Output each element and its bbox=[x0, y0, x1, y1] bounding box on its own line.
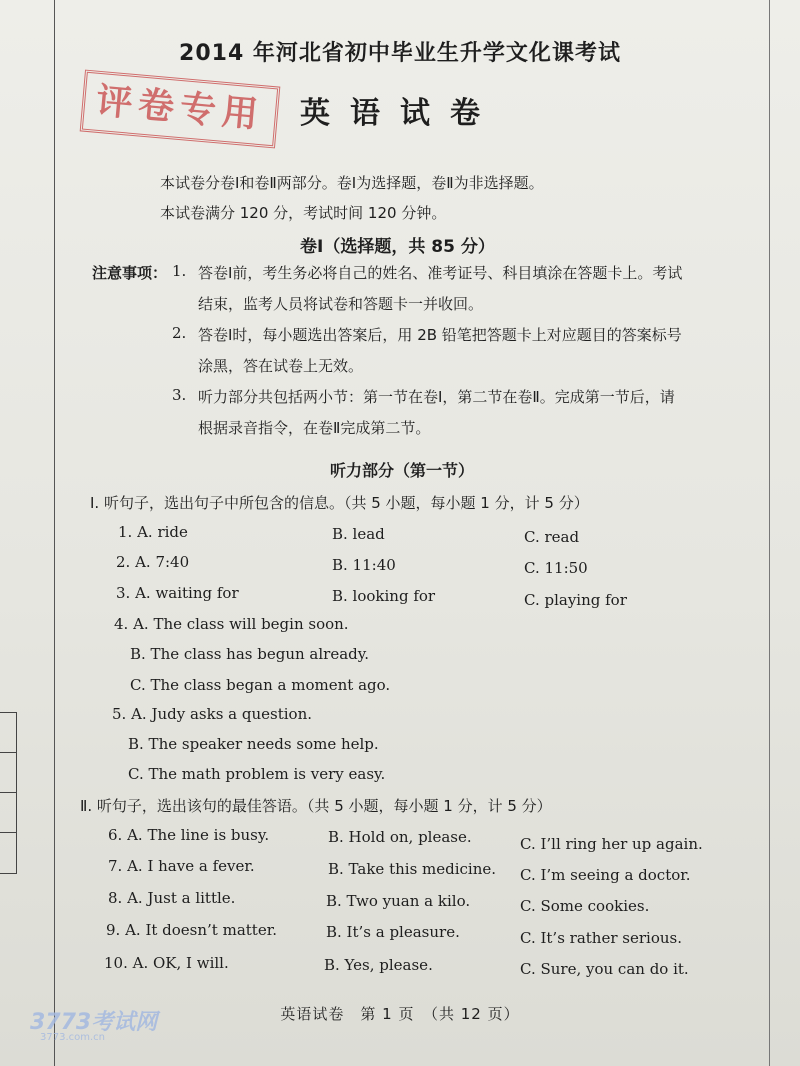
left-margin-rule bbox=[54, 0, 55, 1066]
q1-option-b: B. lead bbox=[332, 525, 385, 543]
site-watermark-logo: 3773考试网 bbox=[30, 1010, 158, 1035]
listening-title: 听力部分（第一节） bbox=[330, 461, 475, 480]
q5-option-a: 5. A. Judy asks a question. bbox=[112, 705, 312, 723]
q2-option-a: 2. A. 7:40 bbox=[116, 553, 190, 571]
note-1-line-1: 答卷Ⅰ前，考生务必将自己的姓名、准考证号、科目填涂在答题卡上。考试 bbox=[198, 264, 683, 282]
grading-stamp: 评卷专用 bbox=[80, 70, 281, 149]
q7-option-c: C. I’m seeing a doctor. bbox=[520, 866, 691, 884]
q8-option-b: B. Two yuan a kilo. bbox=[326, 892, 471, 910]
q3-option-a: 3. A. waiting for bbox=[116, 584, 239, 602]
q5-option-b: B. The speaker needs some help. bbox=[128, 735, 379, 753]
note-2-number: 2. bbox=[172, 324, 187, 342]
q6-option-a: 6. A. The line is busy. bbox=[108, 826, 270, 844]
q4-option-a: 4. A. The class will begin soon. bbox=[114, 615, 349, 633]
note-1-number: 1. bbox=[172, 262, 187, 280]
q3-option-c: C. playing for bbox=[524, 591, 627, 609]
right-margin-rule bbox=[769, 0, 770, 1066]
page-title: 英语试卷 bbox=[300, 96, 500, 131]
note-3-line-1: 听力部分共包括两小节：第一节在卷Ⅰ，第二节在卷Ⅱ。完成第一节后，请 bbox=[198, 388, 675, 406]
q4-option-c: C. The class began a moment ago. bbox=[130, 676, 391, 694]
q5-option-c: C. The math problem is very easy. bbox=[128, 765, 386, 783]
part-1-heading: Ⅰ. 听句子，选出句子中所包含的信息。（共 5 小题，每小题 1 分，计 5 分） bbox=[90, 494, 589, 512]
note-2-line-2: 涂黑，答在试卷上无效。 bbox=[198, 357, 364, 375]
exam-title: 2014 年河北省初中毕业生升学文化课考试 bbox=[179, 41, 621, 66]
note-1-line-2: 结束，监考人员将试卷和答题卡一并收回。 bbox=[198, 295, 484, 313]
q10-option-c: C. Sure, you can do it. bbox=[520, 960, 689, 978]
q10-option-a: 10. A. OK, I will. bbox=[104, 954, 229, 972]
q1-option-a: 1. A. ride bbox=[118, 523, 188, 541]
q9-option-c: C. It’s rather serious. bbox=[520, 929, 682, 947]
score-box bbox=[0, 712, 17, 874]
note-2-line-1: 答卷Ⅰ时，每小题选出答案后，用 2B 铅笔把答题卡上对应题目的答案标号 bbox=[198, 326, 682, 344]
note-3-line-2: 根据录音指令，在卷Ⅱ完成第二节。 bbox=[198, 419, 431, 437]
q2-option-c: C. 11:50 bbox=[524, 559, 588, 577]
q3-option-b: B. looking for bbox=[332, 587, 436, 605]
q9-option-a: 9. A. It doesn’t matter. bbox=[106, 921, 277, 939]
q1-option-c: C. read bbox=[524, 528, 580, 546]
q6-option-b: B. Hold on, please. bbox=[328, 828, 472, 846]
note-3-number: 3. bbox=[172, 386, 187, 404]
q8-option-a: 8. A. Just a little. bbox=[108, 889, 236, 907]
q4-option-b: B. The class has begun already. bbox=[130, 645, 369, 663]
q6-option-c: C. I’ll ring her up again. bbox=[520, 835, 703, 853]
page-footer: 英语试卷 第 1 页 （共 12 页） bbox=[280, 1005, 520, 1023]
q9-option-b: B. It’s a pleasure. bbox=[326, 923, 460, 941]
intro-line-2: 本试卷满分 120 分，考试时间 120 分钟。 bbox=[160, 204, 447, 222]
site-watermark-url: 3773.com.cn bbox=[40, 1032, 105, 1043]
q7-option-a: 7. A. I have a fever. bbox=[108, 857, 255, 875]
q2-option-b: B. 11:40 bbox=[332, 556, 396, 574]
section-title: 卷Ⅰ（选择题，共 85 分） bbox=[300, 237, 495, 257]
q10-option-b: B. Yes, please. bbox=[324, 956, 433, 974]
notes-label: 注意事项： bbox=[92, 264, 168, 282]
part-2-heading: Ⅱ. 听句子，选出该句的最佳答语。（共 5 小题，每小题 1 分，计 5 分） bbox=[80, 797, 552, 815]
q8-option-c: C. Some cookies. bbox=[520, 897, 650, 915]
q7-option-b: B. Take this medicine. bbox=[328, 860, 497, 878]
intro-line-1: 本试卷分卷Ⅰ和卷Ⅱ两部分。卷Ⅰ为选择题，卷Ⅱ为非选择题。 bbox=[160, 174, 544, 192]
